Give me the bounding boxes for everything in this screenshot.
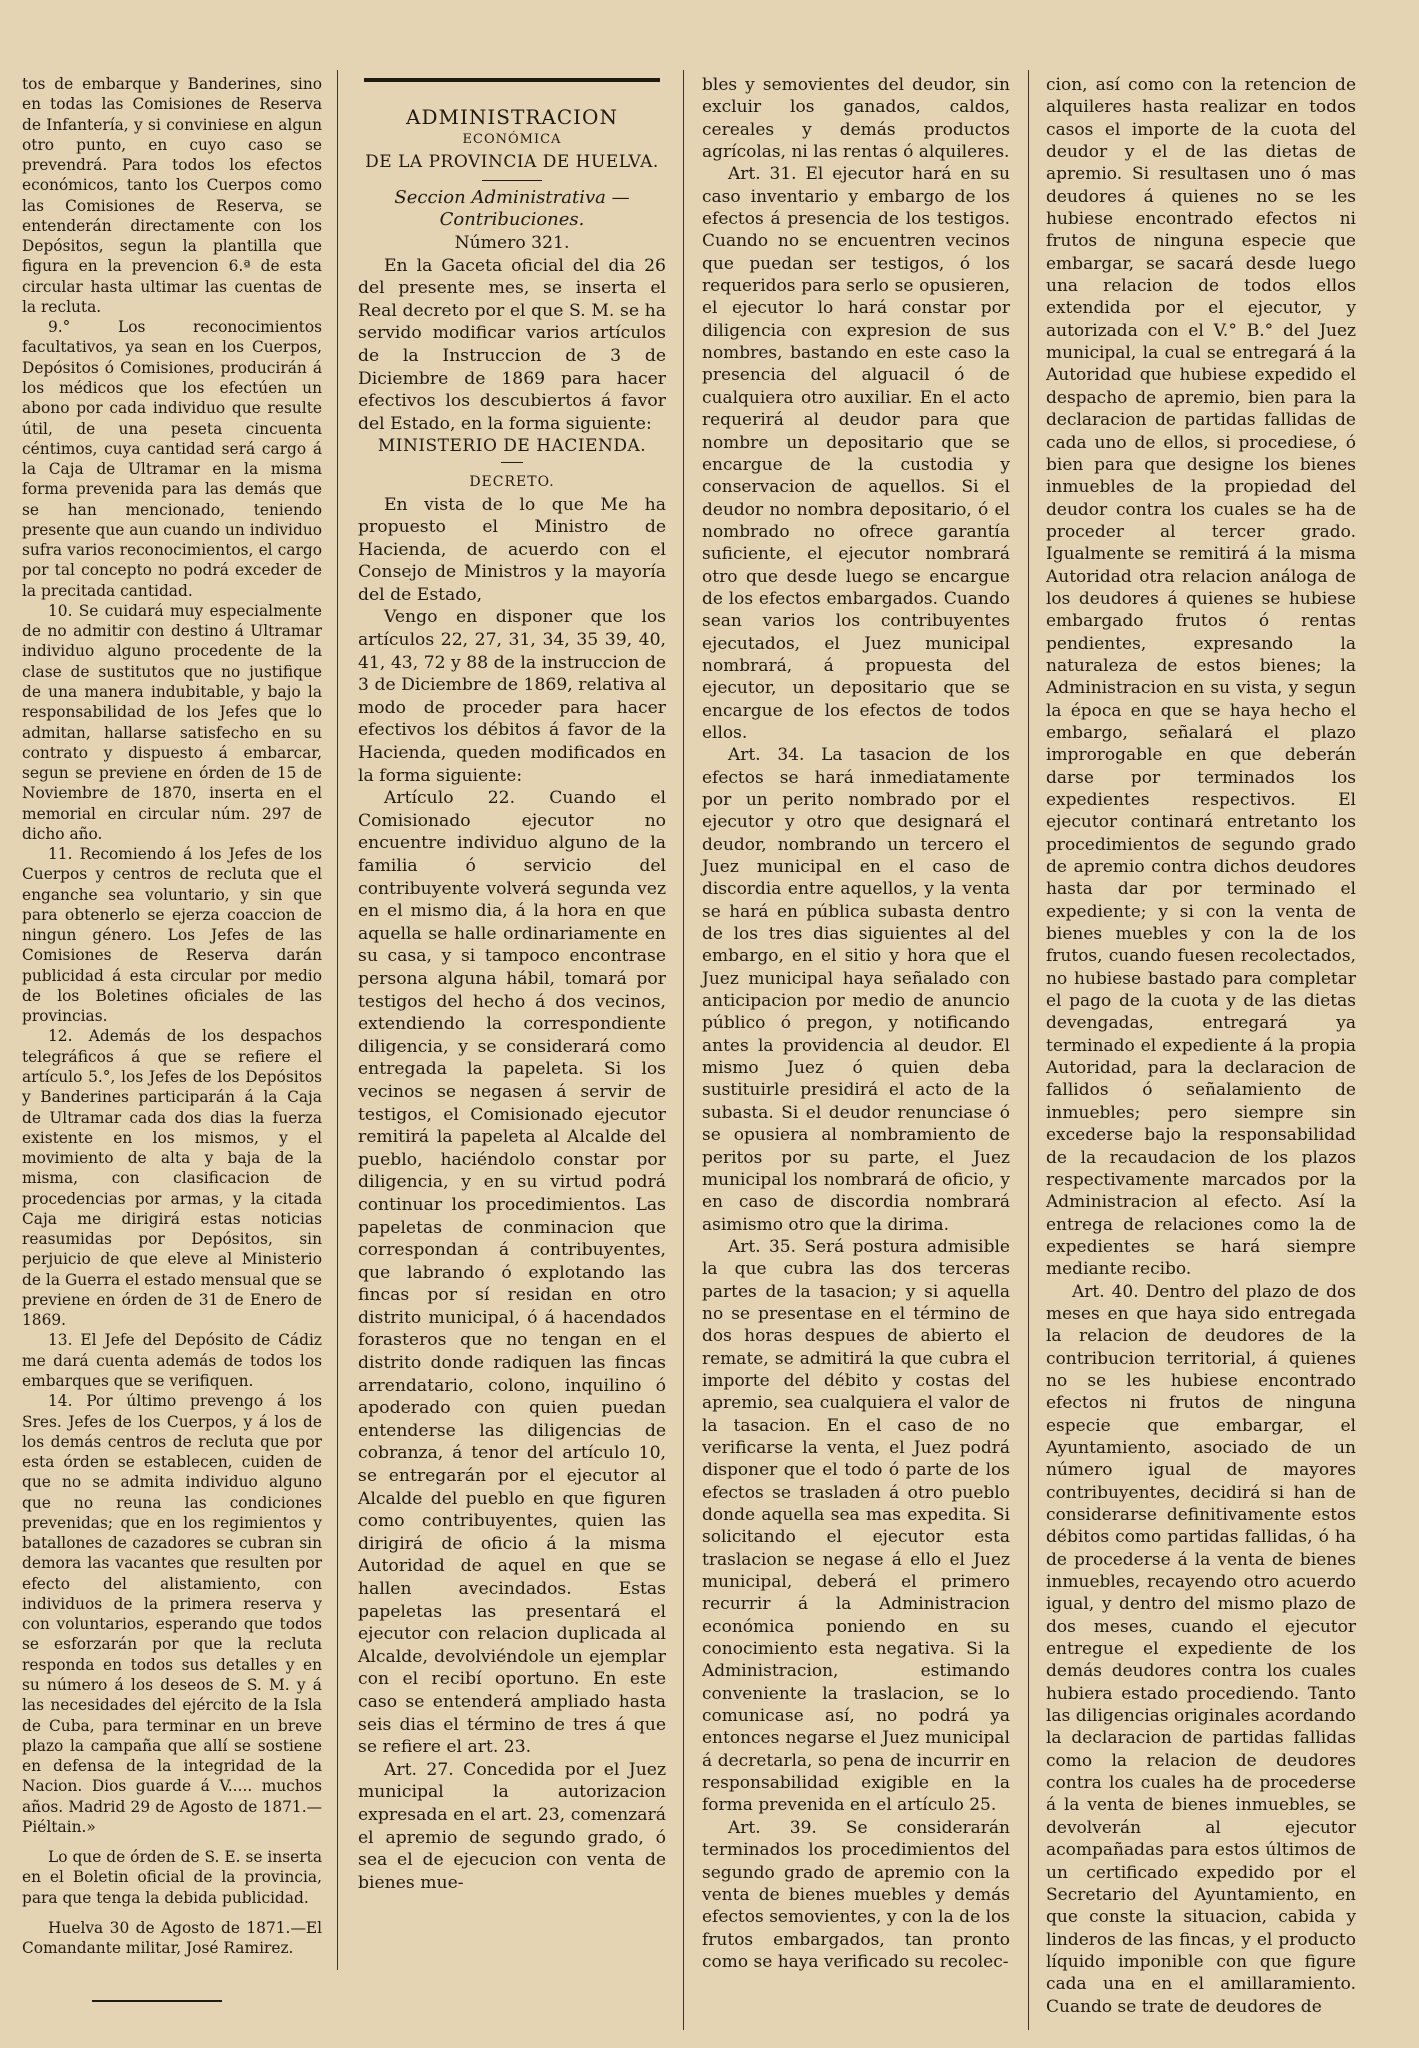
paragraph: Vengo en disponer que los artículos 22, 27, 31, 34, 35 39, 40, 41, 43, 72 y 88 de la instruccion de 3 de Diciembre de 1869, relativa al modo de proceder para hacer efectivos los débitos á favor de la Hacienda, queden modificados en la forma siguiente: — [358, 607, 666, 786]
paragraph: En la Gaceta oficial del dia 26 del presente mes, se inserta el Real decreto por el que S. M. se ha servido modificar varios artículos de la Instruccion de 3 de Diciembre de 1869 para hacer efectivos los descubiertos á favor del Estado, en la forma siguiente: — [358, 255, 666, 434]
paragraph: 12. Además de los despachos telegráficos á que se refiere el artículo 5.°, los Jefes de los Depósitos y Banderines participarán á la Caja de Ultramar cada dos dias la fuerza existente en los mismos, y el movimiento de alta y baja de la misma, con clasificacion de procedencias por armas, y la citada Caja me dirigirá estas noticias reasumidas por Depósitos, sin perjuicio de que eleve al Ministerio de la Guerra el estado mensual que se previene en órden de 31 de Enero de 1869. — [22, 1027, 322, 1330]
paragraph: Lo que de órden de S. E. se inserta en el Boletin oficial de la provincia, para que tenga la debida publicidad. — [22, 1848, 322, 1907]
column-decree-continued — [702, 74, 1010, 1973]
section-end-rule — [92, 2000, 222, 2002]
section-heading: ADMINISTRACION — [406, 105, 618, 129]
notice-number: Número 321. — [454, 232, 570, 253]
paragraph: Art. 35. Será postura admisible la que cubra las dos terceras partes de la tasacion; y si aquella no se presentase en el término de dos horas despues de abierto el remate, se admitirá la que cubra el importe del débito y costas del apremio, sea cualquiera el valor de la tasacion. En el caso de no verificarse la venta, el Juez podrá disponer que el todo ó parte de los efectos se trasladen á otro pueblo donde aquella sea mas expedita. Si solicitando el ejecutor esta traslacion se negase á ello el Juez municipal, deberá el primero recurrir á la Administracion económica poniendo en su conocimiento esta negativa. Si la Administracion, estimando conveniente la traslacion, se lo comunicase así, no podrá ya entonces negarse el Juez municipal á decretarla, so pena de incurrir en responsabilidad exigible en la forma prevenida en el artículo 25. — [702, 1236, 1010, 1816]
paragraph: cion, así como con la retencion de alquileres hasta realizar en todos casos el importe de la cuota del deudor y el de las dietas de apremio. Si resultasen uno ó mas deudores á quienes no se les hubiese encontrado efectos ni frutos de ninguna especie que embargar, se sacará desde luego una relacion de todos ellos extendida por el ejecutor, y autorizada con el V.° B.° del Juez municipal, la cual se entregará á la Autoridad que hubiese expedido el despacho de apremio, bien para la declaracion de partidas fallidas de cada uno de ellos, si procediese, ó bien para que designe los bienes inmuebles de la propiedad del deudor contra los cuales se ha de proceder al tercer grado. Igualmente se remitirá á la misma Autoridad otra relacion análoga de los deudores á quienes se hubiese embargado frutos ó rentas pendientes, expresando la naturaleza de estos bienes; la Administracion en su vista, y segun la época en que se haya hecho el embargo, señalará el plazo improrogable en que deberán darse por terminados los expedientes respectivos. El ejecutor continará entretanto los procedimientos de segundo grado de apremio contra dichos deudores hasta dar por terminado el expediente; y si con la venta de bienes muebles y con la de los frutos, cuando fuesen recolectados, no hubiese bastado para completar el pago de la cuota y de las dietas devengadas, entregará ya terminado el expediente á la propia Autoridad, para la declaracion de fallidos ó señalamiento de inmuebles; pero siempre sin excederse bajo la responsabilidad de la recaudacion de los plazos respectivamente marcados por la Administracion al efecto. Así la entrega de relaciones como la de expedientes se hará siempre mediante recibo. — [1046, 75, 1356, 1280]
ministry-heading: MINISTERIO DE HACIENDA. — [377, 436, 647, 457]
column-decree-continued-2 — [1046, 74, 1356, 2018]
paragraph: Art. 40. Dentro del plazo de dos meses en que haya sido entregada la relacion de deudores de la contribucion territorial, á quienes no se les hubiese encontrado efectos ni frutos de ninguna especie que embargar, el Ayuntamiento, asociado de un número igual de mayores contribuyentes, decidirá si han de considerarse definitivamente estos débitos como partidas fallidas, ó ha de procederse á la venta de bienes inmuebles, recayendo otro acuerdo igual, y dentro del mismo plazo de dos meses, cuando el ejecutor entregue el expediente de los demás deudores contra los cuales hubiera estado procediendo. Tanto las diligencias originales acordando la declaracion de partidas fallidas como la relacion de deudores contra los cuales ha de procederse á la venta de bienes inmuebles, se devolverán al ejecutor acompañadas para estos últimos de un certificado expedido por el Secretario del Ayuntamiento, en que conste la situacion, cabida y linderos de las fincas, y el producto líquido imponible con que figure cada una en el amillaramiento. Cuando se trate de deudores de — [1046, 1281, 1356, 2017]
section-title: Seccion Administrativa —Contribuciones. — [394, 186, 630, 231]
divider — [501, 462, 523, 463]
decree-heading: DECRETO. — [469, 473, 555, 490]
paragraph: Art. 39. Se considerarán terminados los procedimientos del segundo grado de apremio con la venta de bienes muebles y demás efectos semovientes, y con la de los frutos embargados, tan pronto como se haya verificado su recolec- — [702, 1817, 1010, 1972]
section-subheading: DE LA PROVINCIA DE HUELVA. — [365, 152, 659, 173]
header-rule — [364, 78, 660, 82]
signature-line: Huelva 30 de Agosto de 1871.—El Comandante militar, José Ramirez. — [22, 1918, 322, 1958]
column-administracion — [358, 74, 666, 1894]
column-divider — [1028, 70, 1029, 2030]
paragraph: 10. Se cuidará muy especialmente de no admitir con destino á Ultramar individuo alguno procedente de la clase de sustitutos que no justifique de una manera indubitable, y bajo la responsabilidad de los Jefes que lo admitan, hallarse satisfecho en su contrato y dispuesto á embarcar, segun se previene en órden de 15 de Noviembre de 1870, inserta en el memorial en circular núm. 297 de dicho año. — [22, 601, 322, 843]
paragraph: Art. 31. El ejecutor hará en su caso inventario y embargo de los efectos á presencia de los testigos. Cuando no se encuentren vecinos que puedan ser testigos, ó los requeridos para serlo se opusieren, el ejecutor lo hará constar por diligencia con expresion de sus nombres, bastando en este caso la presencia del alguacil ó de cualquiera otro auxiliar. En el acto requerirá al deudor para que nombre un depositario que se encargue de la custodia y conservacion de aquellos. Si el deudor no nombra depositario, ó el nombrado no ofrece garantía suficiente, el ejecutor nombrará otro que desde luego se encargue de los efectos embargados. Cuando sean varios los contribuyentes ejecutados, el Juez municipal nombrará, á propuesta del ejecutor, un depositario que se encargue de los efectos de todos ellos. — [702, 164, 1010, 743]
paragraph: tos de embarque y Banderines, sino en todas las Comisiones de Reserva de Infantería, y si conviniese en algun otro punto, en cuyo caso se prevendrá. Para todos los efectos económicos, tanto los Cuerpos como las Comisiones de Reserva, se entenderán directamente con los Depósitos, segun la plantilla que figura en la prevencion 6.ª de esta circular hasta ultimar las cuentas de la recluta. — [22, 75, 322, 316]
paragraph: 11. Recomiendo á los Jefes de los Cuerpos y centros de recluta que el enganche sea voluntario, y sin que para obtenerlo se ejerza coaccion de ningun género. Los Jefes de las Comisiones de Reserva darán publicidad á esta circular por medio de los Boletines oficiales de las provincias. — [22, 845, 322, 1026]
column-military-circular — [22, 74, 322, 2002]
column-divider — [337, 70, 338, 1970]
paragraph: 14. Por último prevengo á los Sres. Jefes de los Cuerpos, y á los de los demás centros de recluta que por esta órden se establecen, cuiden de que no se admita individuo alguno que no reuna las condiciones prevenidas; que en los regimientos y batallones de cazadores se cubran sin demora las vacantes que resulten por efecto del alistamiento, con individuos de la primera reserva y con voluntarios, esperando que todos se esforzarán por que la recluta responda en todos sus detalles y en su número á los deseos de S. M. y á las necesidades del ejército de la Isla de Cuba, para terminar en un breve plazo la campaña que allí se sostiene en defensa de la integridad de la Nacion. Dios guarde á V..... muchos años. Madrid 29 de Agosto de 1871.—Piéltain.» — [22, 1392, 322, 1836]
divider — [482, 180, 542, 181]
paragraph: Art. 34. La tasacion de los efectos se hará inmediatamente por un perito nombrado por el ejecutor y otro que designará el deudor, nombrando un tercero el Juez municipal en el caso de discordia entre aquellos, y la venta se hará en pública subasta dentro de los tres dias siguientes al del embargo, en el sitio y hora que el Juez municipal haya señalado con anticipacion por medio de anuncio público ó pregon, y notificando antes la providencia al deudor. El mismo Juez ó quien deba sustituirle presidirá el acto de la subasta. Si el deudor renunciase ó se opusiera al nombramiento de peritos por su parte, el Juez municipal los nombrará de oficio, y en caso de discordia nombrará asimismo otro que la dirima. — [702, 745, 1010, 1235]
paragraph: 13. El Jefe del Depósito de Cádiz me dará cuenta además de todos los embarques que se verifiquen. — [22, 1331, 322, 1390]
paragraph: 9.° Los reconocimientos facultativos, ya sean en los Cuerpos, Depósitos ó Comisiones, producirán á los médicos que los efectúen un abono por cada individuo que resulte útil, de una peseta cincuenta céntimos, cuya cantidad será cargo á la Caja de Ultramar en la misma forma prevenida para las demás que se han mencionado, teniendo presente que aun cuando un individuo sufra varios reconocimientos, el cargo por tal concepto no podrá exceder de la precitada cantidad. — [22, 318, 322, 600]
paragraph: En vista de lo que Me ha propuesto el Ministro de Hacienda, de acuerdo con el Consejo de Ministros y la mayoría del de Estado, — [358, 494, 666, 605]
paragraph: bles y semovientes del deudor, sin excluir los ganados, caldos, cereales y demás productos agrícolas, ni las rentas ó alquileres. — [702, 75, 1010, 163]
section-subheading: ECONÓMICA — [462, 131, 562, 147]
column-divider — [683, 70, 684, 2030]
paragraph: Artículo 22. Cuando el Comisionado ejecutor no encuentre individuo alguno de la familia ó servicio del contribuyente volverá segunda vez en el mismo dia, á la hora en que aquella se halle ordinariamente en su casa, y si tampoco encontrase persona alguna hábil, tomará por testigos del hecho á dos vecinos, extendiendo la correspondiente diligencia, y se considerará como entregada la papeleta. Si los vecinos se negasen á servir de testigos, el Comisionado ejecutor remitirá la papeleta al Alcalde del pueblo, haciéndolo constar por diligencia, y en su virtud podrá continuar los procedimientos. Las papeletas de conminacion que correspondan á contribuyentes, que labrando ó explotando las fincas por sí residan en otro distrito municipal, ó á hacendados forasteros que no tengan en el distrito donde radiquen las fincas arrendatario, colono, inquilino ó apoderado con quien puedan entenderse las diligencias de cobranza, á tenor del artículo 10, se entregarán por el ejecutor al Alcalde del pueblo en que figuren como contribuyentes, quien las dirigirá de oficio á la misma Autoridad de aquel en que se hallen avecindados. Estas papeletas las presentará el ejecutor con relacion duplicada al Alcalde, devolviéndole un ejemplar con el recibí oportuno. En este caso se entenderá ampliado hasta seis dias el término de tres á que se refiere el art. 23. — [358, 788, 666, 1758]
paragraph: Art. 27. Concedida por el Juez municipal la autorizacion expresada en el art. 23, comenzará el apremio de segundo grado, ó sea el de ejecucion con venta de bienes mue- — [358, 1759, 666, 1893]
